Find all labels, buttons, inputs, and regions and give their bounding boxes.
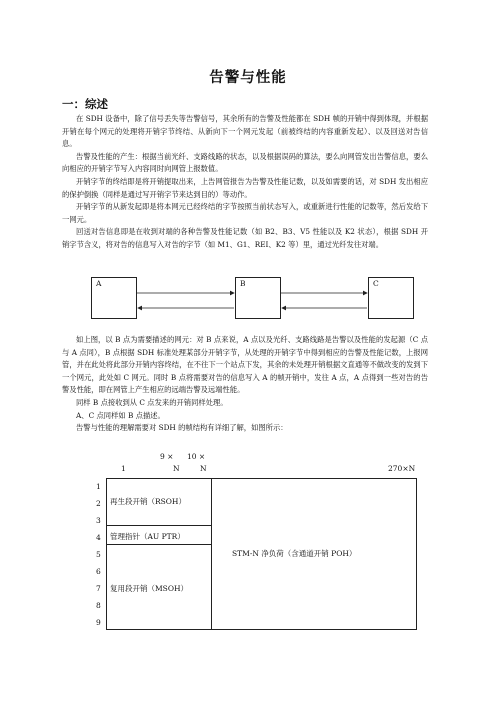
node-b: B <box>235 277 281 319</box>
row-number: 6 <box>96 567 101 576</box>
frame-label-9n: 9 × <box>160 452 174 461</box>
paragraph: 回送对告信息即是在收到对端的各种告警及性能记数（如 B2、B3、V5 性能以及 K2 状态），根据 SDH 开销字节含义，将对告的信息写入对告的字节（如 M1、G1、REI、K2 等）里，通过光纤发往对端。 <box>62 227 428 249</box>
row-number: 5 <box>96 550 101 559</box>
paragraph: 开销字节的终结即是将开销提取出来，上告网管报告为告警及性能记数，以及如需要的话，对 SDH 发出相应的保护倒换（同样是通过写开销字节来达到目的）等动作。 <box>62 176 428 199</box>
divider <box>106 525 211 526</box>
frame-axis-1: 1 <box>121 464 126 473</box>
page-title: 告警与性能 <box>209 70 287 86</box>
row-number: 1 <box>96 482 101 491</box>
explanation-text <box>62 334 428 435</box>
frame-axis-270n: 270×N <box>388 464 416 473</box>
row-number: 8 <box>96 601 101 610</box>
frame-axis-n2: N <box>200 464 207 473</box>
node-a: A <box>91 277 137 319</box>
intro-text <box>62 113 428 252</box>
paragraph: 同样 B 点接收到从 C 点发来的开销同样处理。 <box>76 397 228 407</box>
paragraph: 开销字节的从新发起即是将本网元已经终结的字节按照当前状态写入，或重新进行性能的记数等，然后发给下一网元。 <box>62 202 428 224</box>
paragraph: 告警及性能的产生：根据当前光纤、支路线路的状态，以及根据误码的算法，要么向网管发出告警信息，要么向相应的开销字节写入内容同时向网管上报数值。 <box>62 151 428 174</box>
rsoh-label: 再生段开销（RSOH） <box>110 497 186 506</box>
frame-label-10n: 10 × <box>187 452 206 461</box>
paragraph: 如上图，以 B 点为需要描述的网元：对 B 点来说，A 点以及光纤、支路线路是告警以及性能的发起源（C 点与 A 点同），B 点根据 SDH 标准处理某部分开销字节，从处理的开销字节中得到相应的告警及性能记数，上报网管，并在此处将此部分开销内容终结，在不往下一个站点下发，其余的未处理开销根据文直通等不做改变的发到下一个网元，此处如 C 网元。同时 B 点将需要对告的信息写入 A 的帧开销中，发往 A 点，A 点得到一些对告的告警及性能，即在网管上产生相应的远端告警及远端性能。 <box>62 335 428 395</box>
row-number: 2 <box>96 499 101 508</box>
network-diagram <box>91 277 391 330</box>
msoh-label: 复用段开销（MSOH） <box>110 584 189 593</box>
row-number: 9 <box>96 618 101 627</box>
paragraph: 在 SDH 设备中，除了信号丢失等告警信号，其余所有的告警及性能都在 SDH 帧的开销中得到体现，并根据开销在每个网元的处理将开销字节终结、从新向下一个网元发起（前被终结的内容重新发起）、以及回送对告信息。 <box>62 114 428 149</box>
divider <box>106 544 211 545</box>
frame-axis-n1: N <box>173 464 180 473</box>
row-number: 4 <box>96 533 101 542</box>
paragraph: A、C 点同样如 B 点描述。 <box>76 410 165 420</box>
paragraph: 告警与性能的理解需要对 SDH 的帧结构有详细了解，如图所示： <box>76 423 288 433</box>
node-c: C <box>368 277 414 319</box>
row-number: 7 <box>96 584 101 593</box>
payload-label: STM-N 净负荷（含通道开销 POH） <box>232 549 357 558</box>
au-ptr-label: 管理指针（AU PTR） <box>110 532 185 541</box>
diagram-arrows <box>91 277 421 330</box>
row-number: 3 <box>96 516 101 525</box>
section-heading: 一：综述 <box>62 97 108 111</box>
